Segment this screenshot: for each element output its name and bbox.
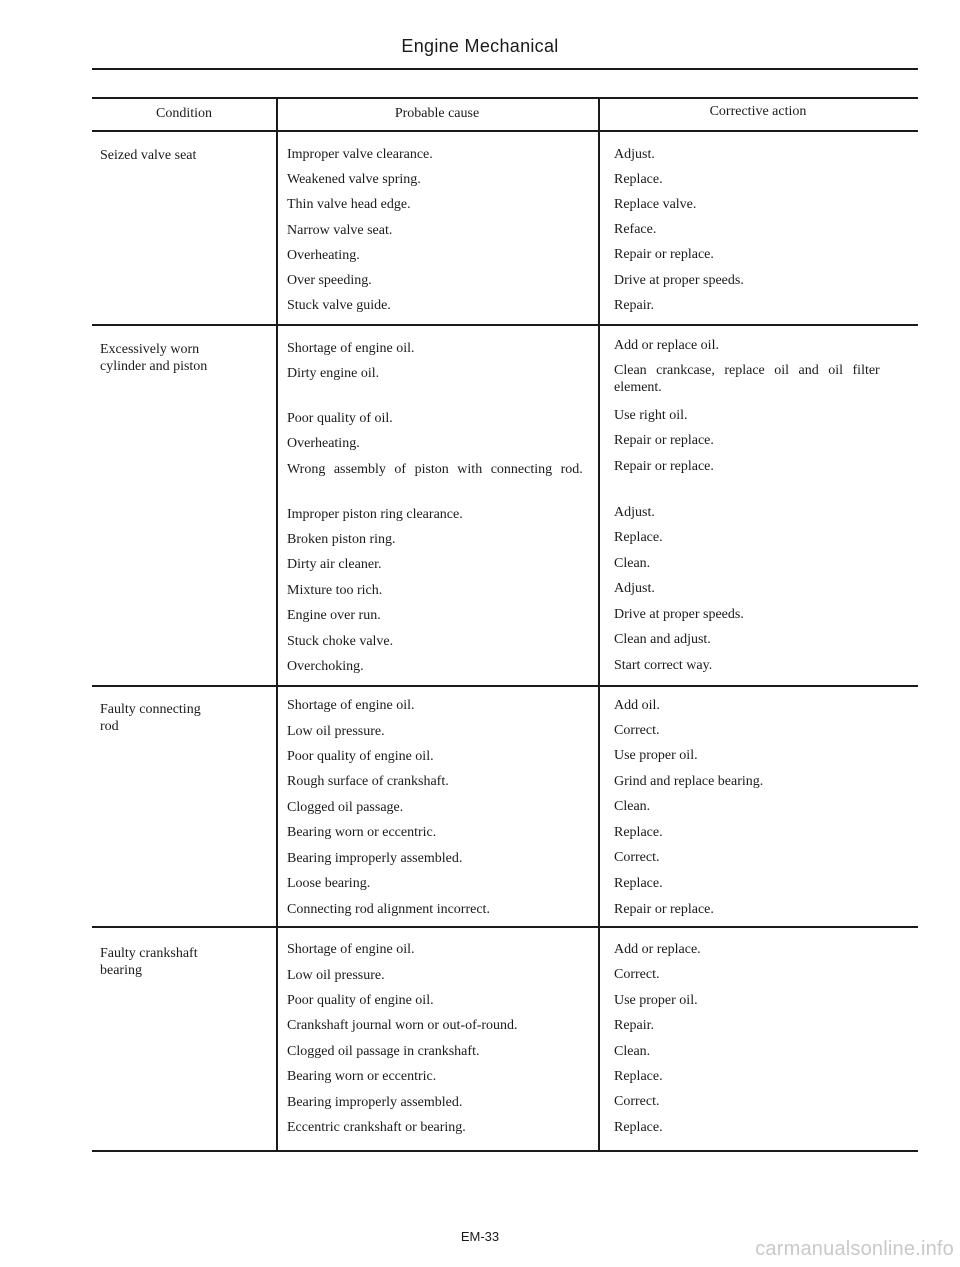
action-item: Add or replace.	[614, 942, 701, 957]
action-item: Replace.	[614, 530, 663, 545]
group-divider-2	[92, 685, 918, 687]
cause-item: Overchoking.	[287, 659, 364, 674]
condition-text: bearing	[100, 963, 142, 978]
cause-item: Stuck valve guide.	[287, 298, 391, 313]
cause-item: Poor quality of engine oil.	[287, 993, 434, 1008]
action-item: Use right oil.	[614, 408, 688, 423]
cause-item: Clogged oil passage.	[287, 800, 404, 815]
cause-item: Over speeding.	[287, 273, 372, 288]
action-item: Correct.	[614, 1094, 660, 1109]
action-item: Repair.	[614, 1018, 655, 1033]
cause-item: Narrow valve seat.	[287, 223, 393, 238]
cause-item: Eccentric crankshaft or bearing.	[287, 1120, 466, 1135]
action-item: Replace.	[614, 172, 663, 187]
action-item: Replace.	[614, 876, 663, 891]
action-item: Add or replace oil.	[614, 338, 719, 353]
cause-item: Wrong assembly of piston with connecting rod.	[287, 462, 583, 477]
cause-item: Shortage of engine oil.	[287, 942, 415, 957]
cause-item: Improper piston ring clearance.	[287, 507, 463, 522]
condition-cell	[100, 341, 207, 375]
column-divider-2	[598, 97, 600, 1152]
action-item: Correct.	[614, 967, 660, 982]
condition-text: Excessively worn	[100, 342, 200, 357]
action-item: Replace valve.	[614, 197, 697, 212]
condition-text: Faulty crankshaft	[100, 946, 198, 961]
condition-cell	[100, 701, 201, 735]
action-item: Adjust.	[614, 581, 655, 596]
cause-item: Overheating.	[287, 248, 360, 263]
action-item: Clean and adjust.	[614, 632, 711, 647]
action-item: Correct.	[614, 723, 660, 738]
action-item: Clean.	[614, 556, 651, 571]
cause-item: Bearing improperly assembled.	[287, 1095, 463, 1110]
action-item: Clean.	[614, 1044, 651, 1059]
cause-item: Crankshaft journal worn or out-of-round.	[287, 1018, 518, 1033]
cause-item: Clogged oil passage in crankshaft.	[287, 1044, 480, 1059]
action-item: Reface.	[614, 222, 657, 237]
cause-item: Bearing worn or eccentric.	[287, 1069, 437, 1084]
cause-item: Bearing worn or eccentric.	[287, 825, 437, 840]
action-item: Repair.	[614, 298, 655, 313]
action-item: Start correct way.	[614, 658, 713, 673]
condition-cell	[100, 147, 196, 164]
action-item: Replace.	[614, 1120, 663, 1135]
condition-text: cylinder and piston	[100, 359, 208, 374]
column-header-rule	[92, 130, 918, 132]
cause-item: Rough surface of crankshaft.	[287, 774, 449, 789]
cause-item: Poor quality of oil.	[287, 411, 393, 426]
condition-cell	[100, 945, 198, 979]
group-divider-3	[92, 926, 918, 928]
page-number: EM-33	[460, 1229, 500, 1244]
cause-item: Dirty engine oil.	[287, 366, 380, 381]
action-item: Clean.	[614, 799, 651, 814]
action-item: Repair or replace.	[614, 902, 714, 917]
cause-item: Stuck choke valve.	[287, 634, 394, 649]
action-item: Repair or replace.	[614, 247, 714, 262]
action-item: Repair or replace.	[614, 433, 714, 448]
condition-text: Seized valve seat	[100, 148, 197, 163]
column-divider-1	[276, 97, 278, 1152]
cause-item: Dirty air cleaner.	[287, 557, 382, 572]
condition-text: Faulty connecting	[100, 702, 201, 717]
cause-item: Mixture too rich.	[287, 583, 383, 598]
action-item: Replace.	[614, 825, 663, 840]
watermark: carmanualsonline.info	[755, 1238, 954, 1260]
action-item: Repair or replace.	[614, 459, 714, 474]
action-item: Adjust.	[614, 147, 655, 162]
action-item: Replace.	[614, 1069, 663, 1084]
action-item: Use proper oil.	[614, 748, 698, 763]
cause-item: Weakened valve spring.	[287, 172, 421, 187]
cause-item: Low oil pressure.	[287, 724, 385, 739]
action-item: Grind and replace bearing.	[614, 774, 764, 789]
cause-item: Thin valve head edge.	[287, 197, 411, 212]
page-title: Engine Mechanical	[401, 36, 559, 56]
header-rule	[92, 68, 918, 70]
column-header-corrective-action: Corrective action	[709, 104, 807, 119]
cause-item: Overheating.	[287, 436, 360, 451]
action-item: Clean crankcase, replace oil and oil filter element.	[614, 363, 880, 395]
cause-item: Low oil pressure.	[287, 968, 385, 983]
column-header-condition: Condition	[155, 106, 212, 121]
cause-item: Loose bearing.	[287, 876, 371, 891]
group-divider-1	[92, 324, 918, 326]
condition-text: rod	[100, 719, 119, 734]
cause-item: Engine over run.	[287, 608, 381, 623]
column-header-probable-cause: Probable cause	[394, 106, 480, 121]
action-item: Drive at proper speeds.	[614, 273, 744, 288]
cause-item: Improper valve clearance.	[287, 147, 433, 162]
action-item: Add oil.	[614, 698, 660, 713]
cause-item: Poor quality of engine oil.	[287, 749, 434, 764]
action-item: Drive at proper speeds.	[614, 607, 744, 622]
cause-item: Shortage of engine oil.	[287, 698, 415, 713]
cause-item: Shortage of engine oil.	[287, 341, 415, 356]
cause-item: Connecting rod alignment incorrect.	[287, 902, 490, 917]
cause-item: Broken piston ring.	[287, 532, 396, 547]
table-bottom-rule	[92, 1150, 918, 1152]
cause-item: Bearing improperly assembled.	[287, 851, 463, 866]
action-item: Correct.	[614, 850, 660, 865]
table-top-rule	[92, 97, 918, 99]
action-item: Use proper oil.	[614, 993, 698, 1008]
action-item: Adjust.	[614, 505, 655, 520]
